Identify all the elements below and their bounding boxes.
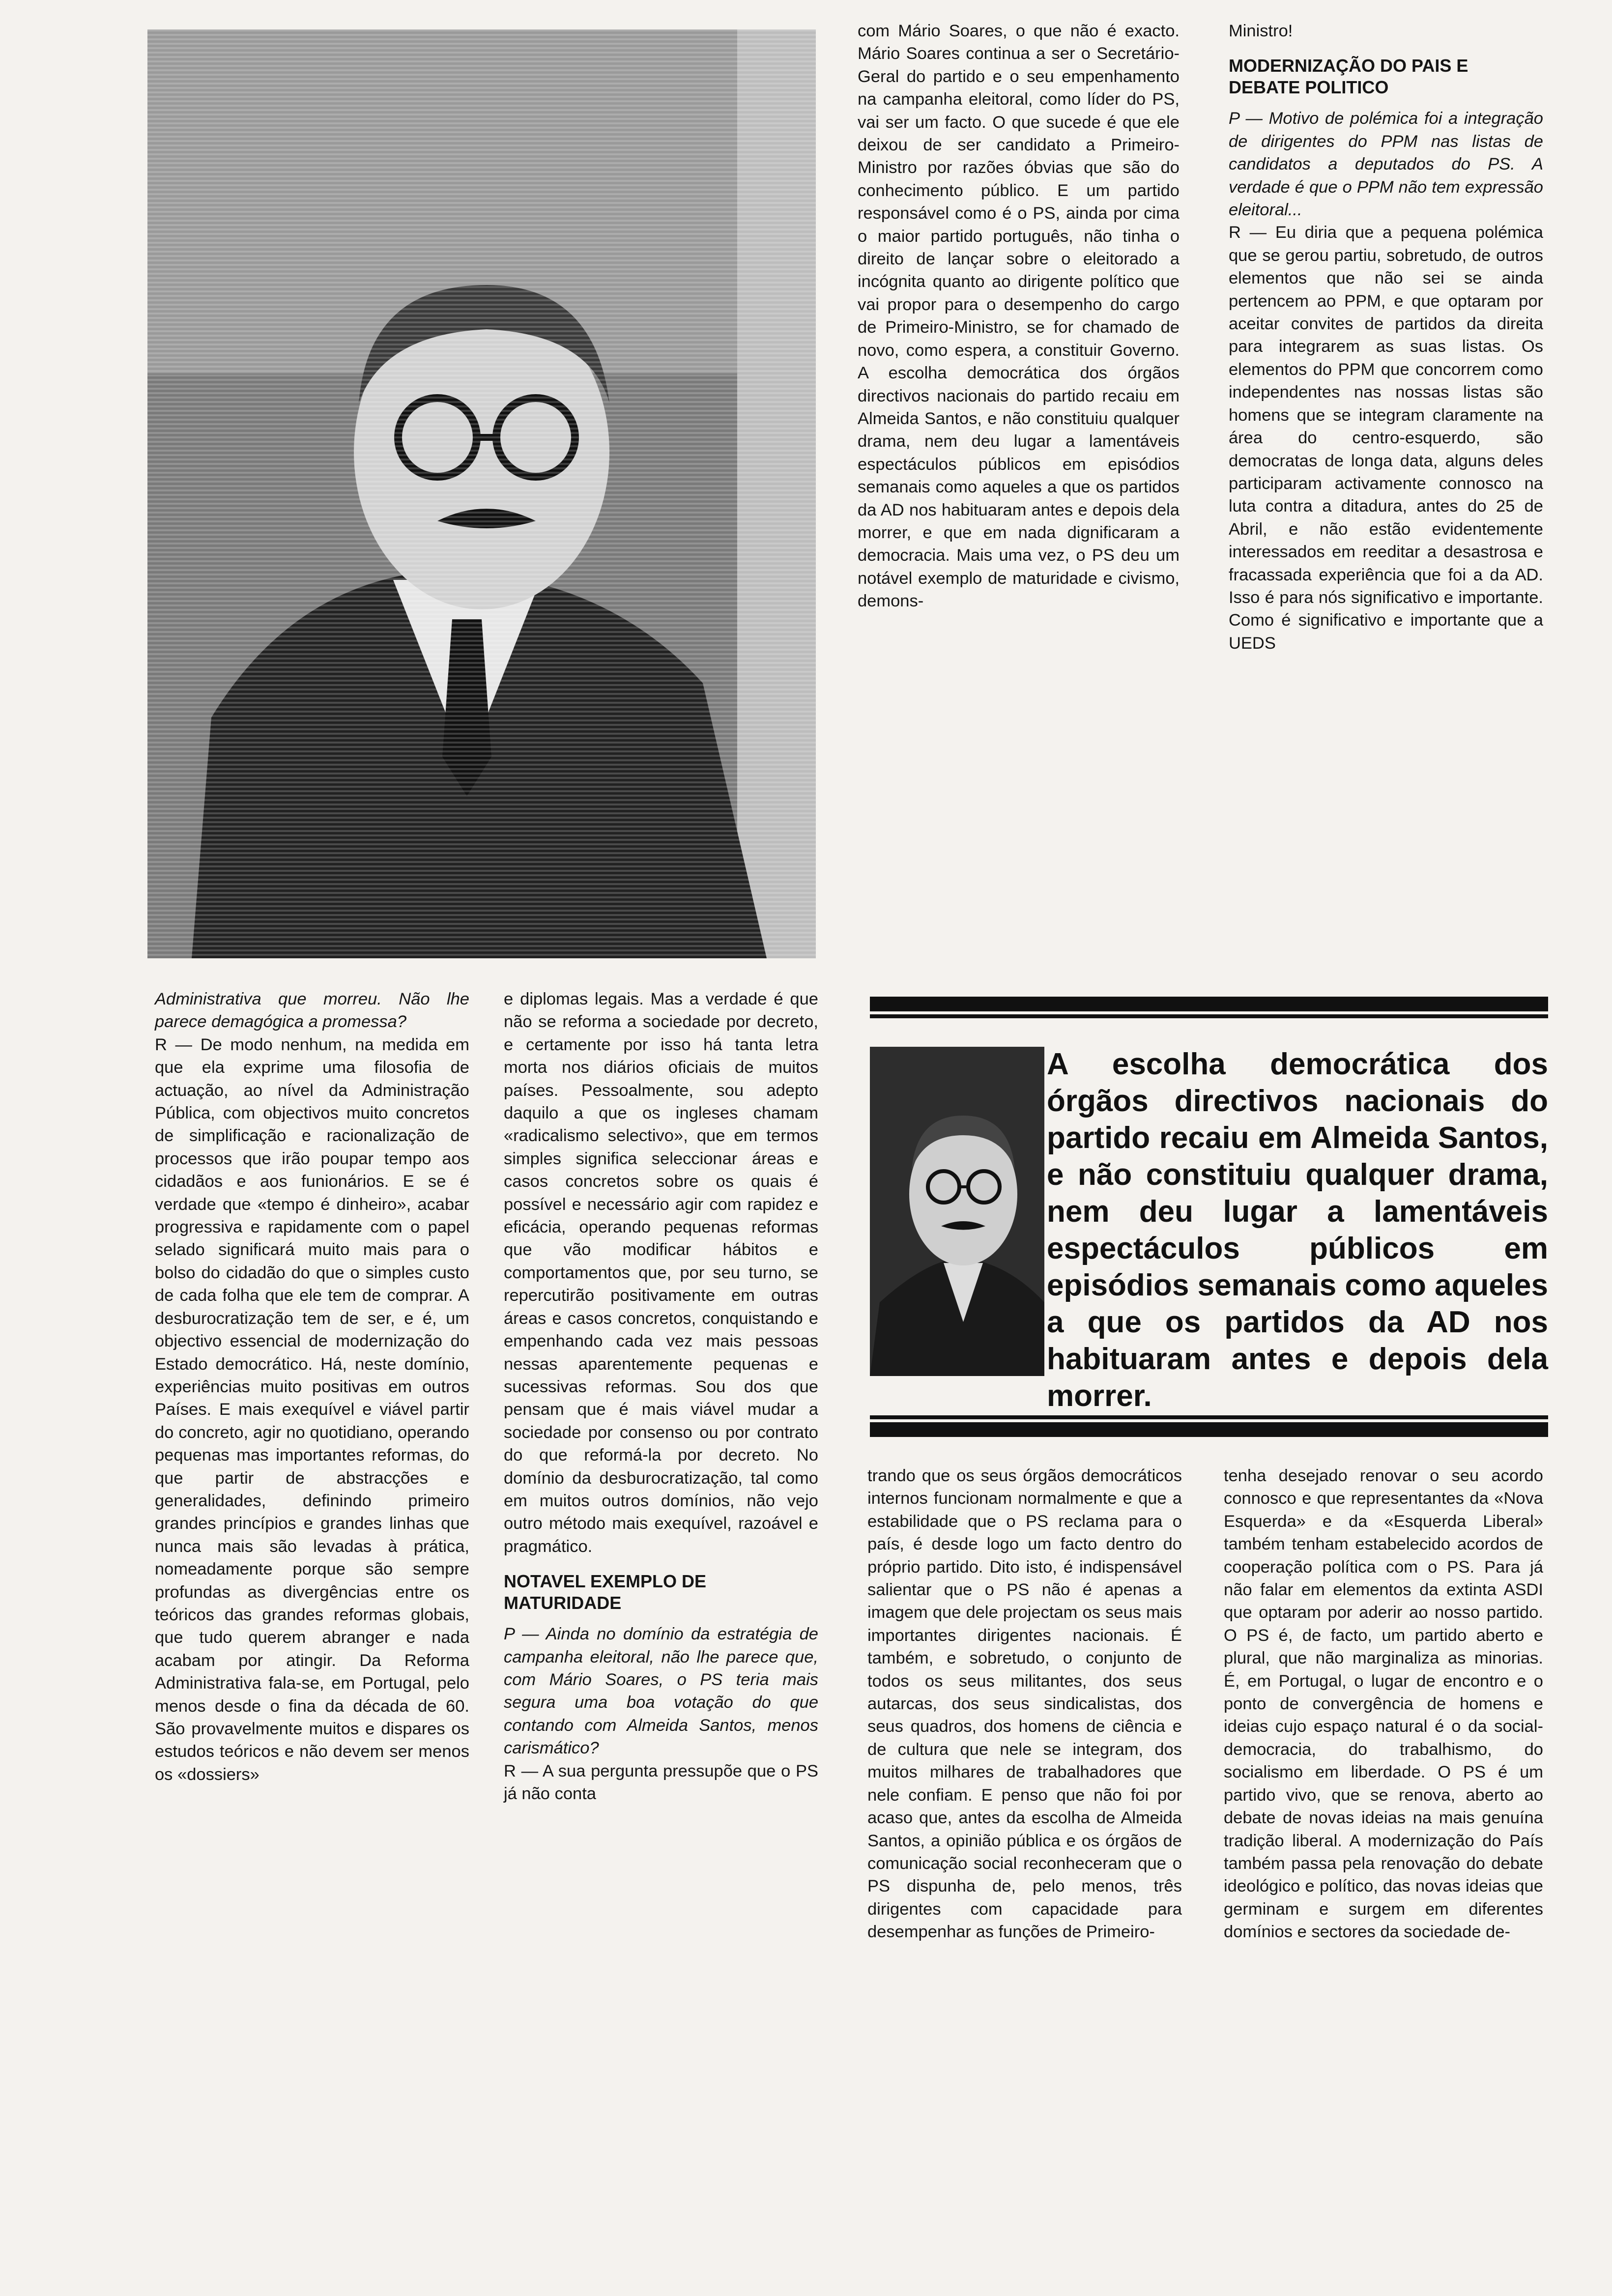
interview-answer: R — De modo nenhum, na medida em que ela exprime uma filosofia de actuação, ao nível da Administração Pública, com objectivos muito concretos de simplificação e racionalização de processos que irão poupar tempo aos cidadãos e aos funionários. E se é verdade que «tempo é dinheiro», acabar progressiva e rapidamente com o papel selado significará muito mais para o bolso do cidadão do que o simples custo de cada folha que ele tem de comprar. A desburocratização tem de ser, e é, um objectivo essencial de modernização do Estado democrático. Há, neste domínio, experiências muito positivas em outros Países. E mais exequível e viável partir do concreto, agir no quotidiano, operando pequenas mas importantes reformas, do que partir de abstracções e generalidades, definindo primeiro grandes princípios e grandes linhas que nunca mais são levadas à prática, nomeadamente porque são sempre profundas as divergências entre os teóricos das grandes reformas globais, que tudo querem abranger e nada acabam por atingir. Da Reforma Administrativa fala-se, em Portugal, pelo menos desde o fina da década de 60. São provavelmente muitos e dispares os estudos teóricos e não devem ser menos os «dossiers» — [155, 1035, 469, 1784]
portrait-illustration — [147, 29, 816, 958]
interview-question: P — Motivo de polémica foi a integração de dirigentes do PPM nas listas de candidatos a deputados do PS. A verdade é que o PPM não tem expressão eleitoral... — [1229, 109, 1543, 220]
pull-quote-top-rule-thin — [870, 1014, 1548, 1018]
pull-quote-bottom-rule-thin — [870, 1415, 1548, 1419]
interview-answer: R — Eu diria que a pequena polémica que se gerou partiu, sobretudo, de outros elementos que não sei se ainda pertencem ao PPM, e que optaram por aceitar convites de partidos da direita para integrarem as suas listas. Os elementos do PPM que concorrem como independentes nas nossas listas são homens que se integram claramente na área do centro-esquerdo, são democratas de longa data, alguns deles participaram activamente connosco na luta contra a ditadura, antes do 25 de Abril, e não estão evidentemente interessados em reeditar a desastrosa e fracassada experiência que foi a da AD. Isso é para nós significativo e importante. Como é significativo e importante que a UEDS — [1229, 223, 1543, 653]
article-paragraph: trando que os seus órgãos democráticos internos funcionam normalmente e que a estabilidade que o PS reclama para o país, é desde logo um facto dentro do próprio partido. Dito isto, é indispensável salientar que o PS não é apenas a imagem que dele projectam os seus mais importantes dirigentes nacionais. É também, e sobretudo, o conjunto de todos os seus militantes, dos seus autarcas, dos seus sindicalistas, dos seus quadros, dos homens de ciência e de cultura que nele se integram, dos muitos milhares de trabalhadores que nele confiam. E penso que não foi por acaso que, antes da escolha de Almeida Santos, a opinião pública e os órgãos de comunicação social reconheceram que o PS dispunha de, pelo menos, três dirigentes com capacidade para desempenhar as funções de Primeiro- — [867, 1466, 1182, 1942]
pull-quote-bottom-rule — [870, 1422, 1548, 1437]
article-column-bottom-4 — [1224, 1464, 1543, 1944]
article-paragraph: tenha desejado renovar o seu acordo connosco e que representantes da «Nova Esquerda» e da «Esquerda Liberal» também tenham estabelecido acordos de cooperação política com o PS. Para já não falar em elementos da extinta ASDI que optaram por aderir ao nosso partido. O PS é, de facto, um partido aberto e plural, que não marginaliza as minorias. É, em Portugal, o lugar de encontro e o ponto de convergência de homens e ideias cujo espaço natural é o da social-democracia, do trabalhismo, do socialismo em liberdade. O PS é um partido vivo, que se renova, aberto ao debate de novas ideias na mais genuína tradição liberal. A modernização do País também passa pela renovação do debate ideológico e político, das novas ideias que germinam e surgem em diferentes domínios e sectores da sociedade de- — [1224, 1466, 1543, 1942]
section-heading: NOTAVEL EXEMPLO DE MATURIDADE — [504, 1571, 707, 1613]
article-paragraph: Ministro! — [1229, 22, 1293, 40]
interview-answer: R — A sua pergunta pressupõe que o PS já não conta — [504, 1761, 818, 1803]
pull-quote-portrait — [870, 1047, 1044, 1376]
interview-question: P — Ainda no domínio da estratégia de campanha eleitoral, não lhe parece que, com Mário Soares, o PS teria mais segura uma boa votação do que contando com Almeida Santos, menos carismático? — [504, 1625, 818, 1758]
portrait-photo — [147, 29, 816, 958]
article-column-top-4 — [1229, 20, 1543, 655]
article-column-bottom-2 — [504, 988, 818, 1805]
article-paragraph: com Mário Soares, o que não é exacto. Mário Soares continua a ser o Secretário-Geral do partido e o seu empenhamento na campanha eleitoral, como líder do PS, vai ser um facto. O que sucede é que ele deixou de ser candidato a Primeiro-Ministro por razões óbvias que são do conhecimento público. E um partido responsável como é o PS, ainda por cima o maior partido português, não tinha o direito de lançar sobre o eleitorado a incógnita quanto ao dirigente político que vai propor para o desempenho do cargo de Primeiro-Ministro, se for chamado de novo, como espera, a constituir Governo. A escolha democrática dos órgãos directivos nacionais do partido recaiu em Almeida Santos, e não constituiu qualquer drama, nem deu lugar a lamentáveis espectáculos públicos em episódios semanais como aqueles a que os partidos da AD nos habituaram antes e depois dela morrer, e que em nada dignificaram a democracia. Mais uma vez, o PS deu um notável exemplo de maturidade e civismo, demons- — [858, 22, 1180, 611]
small-portrait-illustration — [870, 1047, 1044, 1376]
article-paragraph: e diplomas legais. Mas a verdade é que não se reforma a sociedade por decreto, e certamente por isso há tanta letra morta nos diários oficiais de muitos países. Pessoalmente, sou adepto daquilo a que os ingleses chamam «radicalismo selectivo», que em termos simples significa seleccionar áreas e casos concretos sobre os quais é possível e necessário agir com rapidez e eficácia, operando pequenas reformas que vão modificar hábitos e comportamentos que, por seu turno, se repercutirão positivamente em outras áreas e casos concretos, conquistando e empenhando cada vez mais pessoas nessas aparentemente pequenas e sucessivas reformas. Sou dos que pensam que é mais viável mudar a sociedade por consenso ou por contrato do que reformá-la por decreto. No domínio da desburocratização, tal como em muitos outros domínios, não vejo outro método mais exequível, razoável e pragmático. — [504, 990, 818, 1556]
interview-question: Administrativa que morreu. Não lhe parece demagógica a promessa? — [155, 990, 469, 1032]
article-column-bottom-3 — [867, 1464, 1182, 1944]
section-heading: MODERNIZAÇÃO DO PAIS E DEBATE POLITICO — [1229, 56, 1468, 98]
pull-quote-text: A escolha democrática dos órgãos directivos nacionais do partido recaiu em Almeida Santos, e não constituiu qualquer drama, nem deu lugar a lamentáveis espectáculos públicos em episódios semanais como aqueles a que os partidos da AD nos habituaram antes e depois dela morrer. — [1047, 1047, 1548, 1413]
pull-quote-top-rule — [870, 997, 1548, 1011]
article-column-bottom-1 — [155, 988, 469, 1786]
article-column-top-3 — [858, 20, 1180, 613]
